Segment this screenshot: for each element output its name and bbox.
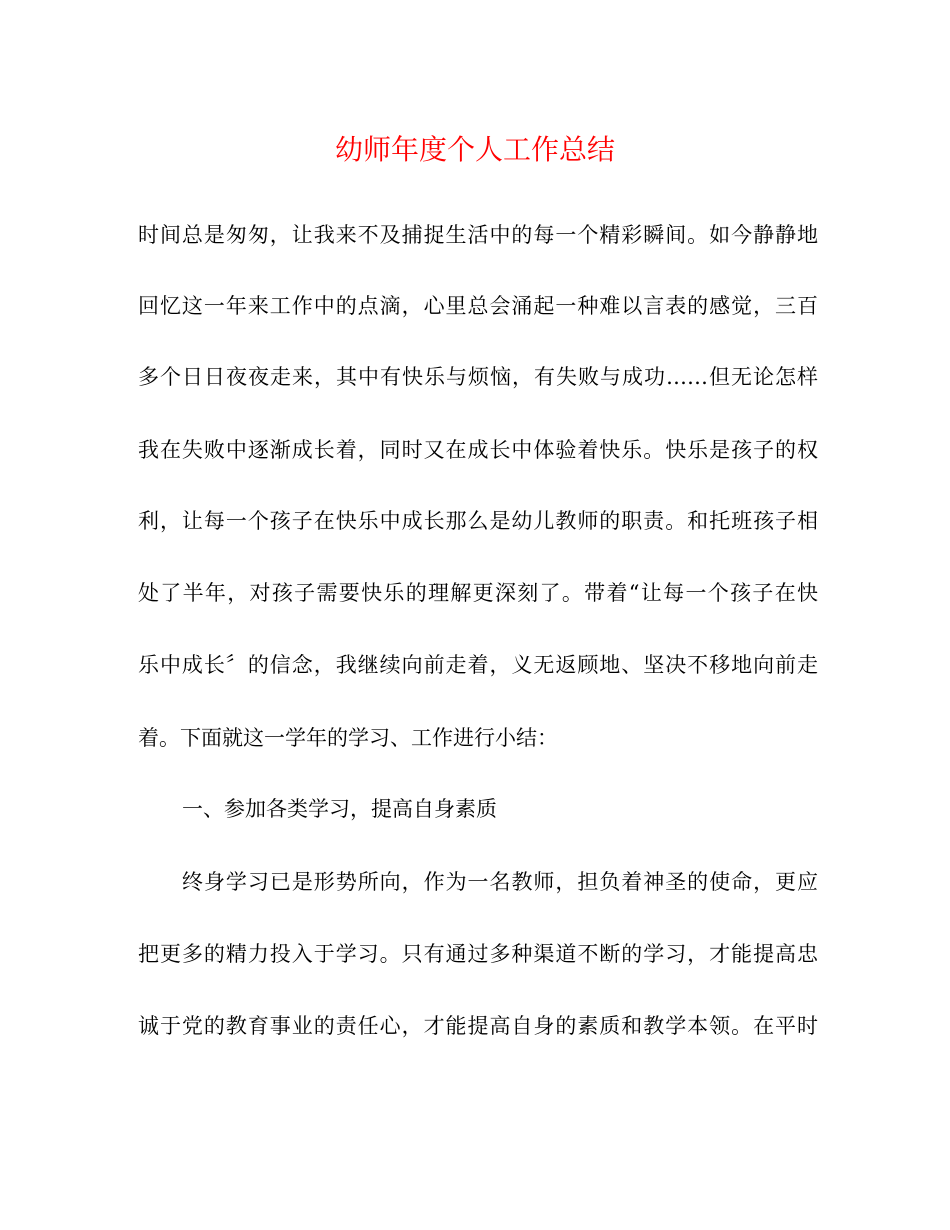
paragraph-line: 利，让每一个孩子在快乐中成长那么是幼儿教师的职责。和托班孩子相 (138, 509, 818, 533)
paragraph-line: 乐中成长〞的信念，我继续向前走着，义无返顾地、坚决不移地向前走 (138, 653, 818, 677)
paragraph-line: 时间总是匆匆，让我来不及捕捉生活中的每一个精彩瞬间。如今静静地 (138, 223, 818, 247)
section-heading: 一、参加各类学习，提高自身素质 (182, 797, 497, 821)
paragraph-line: 回忆这一年来工作中的点滴，心里总会涌起一种难以言表的感觉，三百 (138, 294, 818, 318)
paragraph-line: 诚于党的教育事业的责任心，才能提高自身的素质和教学本领。在平时 (138, 1014, 818, 1038)
paragraph-line: 多个日日夜夜走来，其中有快乐与烦恼，有失败与成功……但无论怎样 (138, 365, 818, 389)
paragraph-line: 把更多的精力投入于学习。只有通过多种渠道不断的学习，才能提高忠 (138, 942, 818, 966)
paragraph-line: 处了半年，对孩子需要快乐的理解更深刻了。带着“让每一个孩子在快 (138, 581, 818, 605)
paragraph-line: 着。下面就这一学年的学习、工作进行小结： (138, 726, 558, 750)
paragraph-line: 终身学习已是形势所向，作为一名教师，担负着神圣的使命，更应 (182, 870, 818, 894)
document-title: 幼师年度个人工作总结 (334, 133, 615, 166)
paragraph-line: 我在失败中逐渐成长着，同时又在成长中体验着快乐。快乐是孩子的权 (138, 438, 818, 462)
